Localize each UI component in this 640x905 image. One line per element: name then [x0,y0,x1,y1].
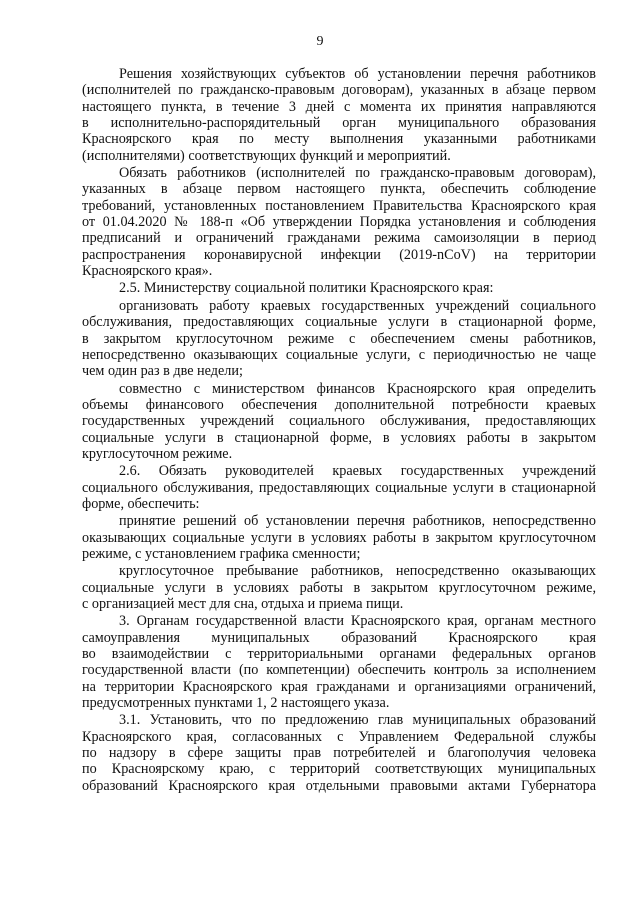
text-line: чем один раз в две недели; [82,363,243,380]
text-line: предусмотренных пунктами 1, 2 настоящего указа. [82,695,390,712]
text-line: организовать работу краевых государственных учреждений социального [119,297,596,314]
text-line: непосредственно оказывающих социальные услуги, с периодичностью не чаще [82,346,596,363]
text-line: Красноярского края по месту выполнения указанными работниками [82,131,596,148]
text-line: 3.1. Установить, что по предложению глав муниципальных образований [119,712,596,729]
text-line: по надзору в сфере защиты прав потребителей и благополучия человека [82,745,596,762]
paragraph-p7 [82,513,596,562]
text-line: социальные услуги в условиях работы в закрытом круглосуточном режиме, [82,579,596,596]
text-line: режиме, с установлением графика сменности; [82,545,361,562]
text-line: государственной власти (по компетенции) обеспечить контроль за исполнением [82,662,596,679]
text-line: самоуправления муниципальных образований Красноярского края [82,629,596,646]
text-line: требований, установленных постановлением Правительства Красноярского края [82,197,596,214]
paragraph-p8 [82,563,596,612]
text-line: по Красноярскому краю, с территорий соответствующих муниципальных [82,761,596,778]
text-line: (исполнителями) соответствующих функций и мероприятий. [82,147,451,164]
paragraph-p3 [82,280,596,296]
text-line: круглосуточном режиме. [82,445,233,462]
text-line: круглосуточное пребывание работников, непосредственно оказывающих [119,563,596,580]
paragraph-p6 [82,463,596,512]
document-body [82,66,596,795]
text-line: (исполнителей по гражданско-правовым договорам), указанных в абзаце первом [82,82,596,99]
paragraph-p10 [82,712,596,794]
text-line: распространения коронавирусной инфекции (2019-nCoV) на территории [82,246,596,263]
text-line: Красноярского края». [82,263,213,280]
text-line: социального обслуживания, предоставляющих социальные услуги в стационарной [82,479,596,496]
text-line: совместно с министерством финансов Красноярского края определить [119,380,596,397]
paragraph-p1 [82,66,596,164]
text-line: 3. Органам государственной власти Красноярского края, органам местного [119,613,596,630]
text-line: оказывающих социальные услуги в условиях работы в закрытом круглосуточном [82,529,596,546]
paragraph-p9 [82,613,596,711]
text-line: на территории Красноярского края гражданами и организациями ограничений, [82,678,596,695]
text-line: в закрытом круглосуточном режиме с обеспечением смены работников, [82,330,596,347]
text-line: с организацией мест для сна, отдыха и приема пищи. [82,596,404,612]
text-line: от 01.04.2020 № 188-п «Об утверждении Порядка установления и соблюдения [82,214,596,231]
text-line: в исполнительно-распорядительный орган муниципального образования [82,115,596,132]
text-line: Красноярского края, согласованных с Управлением Федеральной службы [82,728,596,745]
text-line: 2.6. Обязать руководителей краевых государственных учреждений [119,463,596,480]
text-line: Обязать работников (исполнителей по гражданско-правовым договорам), [119,165,596,182]
text-line: настоящего пункта, в течение 3 дней с момента их принятия направляются [82,98,596,115]
text-line: предписаний и ограничений гражданами режима самоизоляции в период [82,230,596,247]
paragraph-p2 [82,165,596,279]
text-line: форме, обеспечить: [82,495,200,512]
text-line: во взаимодействии с территориальными органами федеральных органов [82,646,596,663]
paragraph-p5 [82,381,596,463]
text-line: указанных в абзаце первом настоящего пункта, обеспечить соблюдение [82,181,596,198]
text-line: Решения хозяйствующих субъектов об установлении перечня работников [119,66,596,82]
text-line: образований Красноярского края отдельными правовыми актами Губернатора [82,777,596,794]
page-number: 9 [316,34,324,49]
text-line: социальные услуги в стационарной форме, в условиях работы в закрытом [82,429,596,446]
text-line: государственных учреждений социального обслуживания, предоставляющих [82,413,596,430]
text-line: принятие решений об установлении перечня работников, непосредственно [119,513,596,530]
text-line: обслуживания, предоставляющих социальные услуги в стационарной форме, [82,314,596,331]
paragraph-p4 [82,298,596,380]
text-line: объемы финансового обеспечения дополнительной потребности краевых [82,396,596,413]
text-line: 2.5. Министерству социальной политики Красноярского края: [119,280,494,297]
